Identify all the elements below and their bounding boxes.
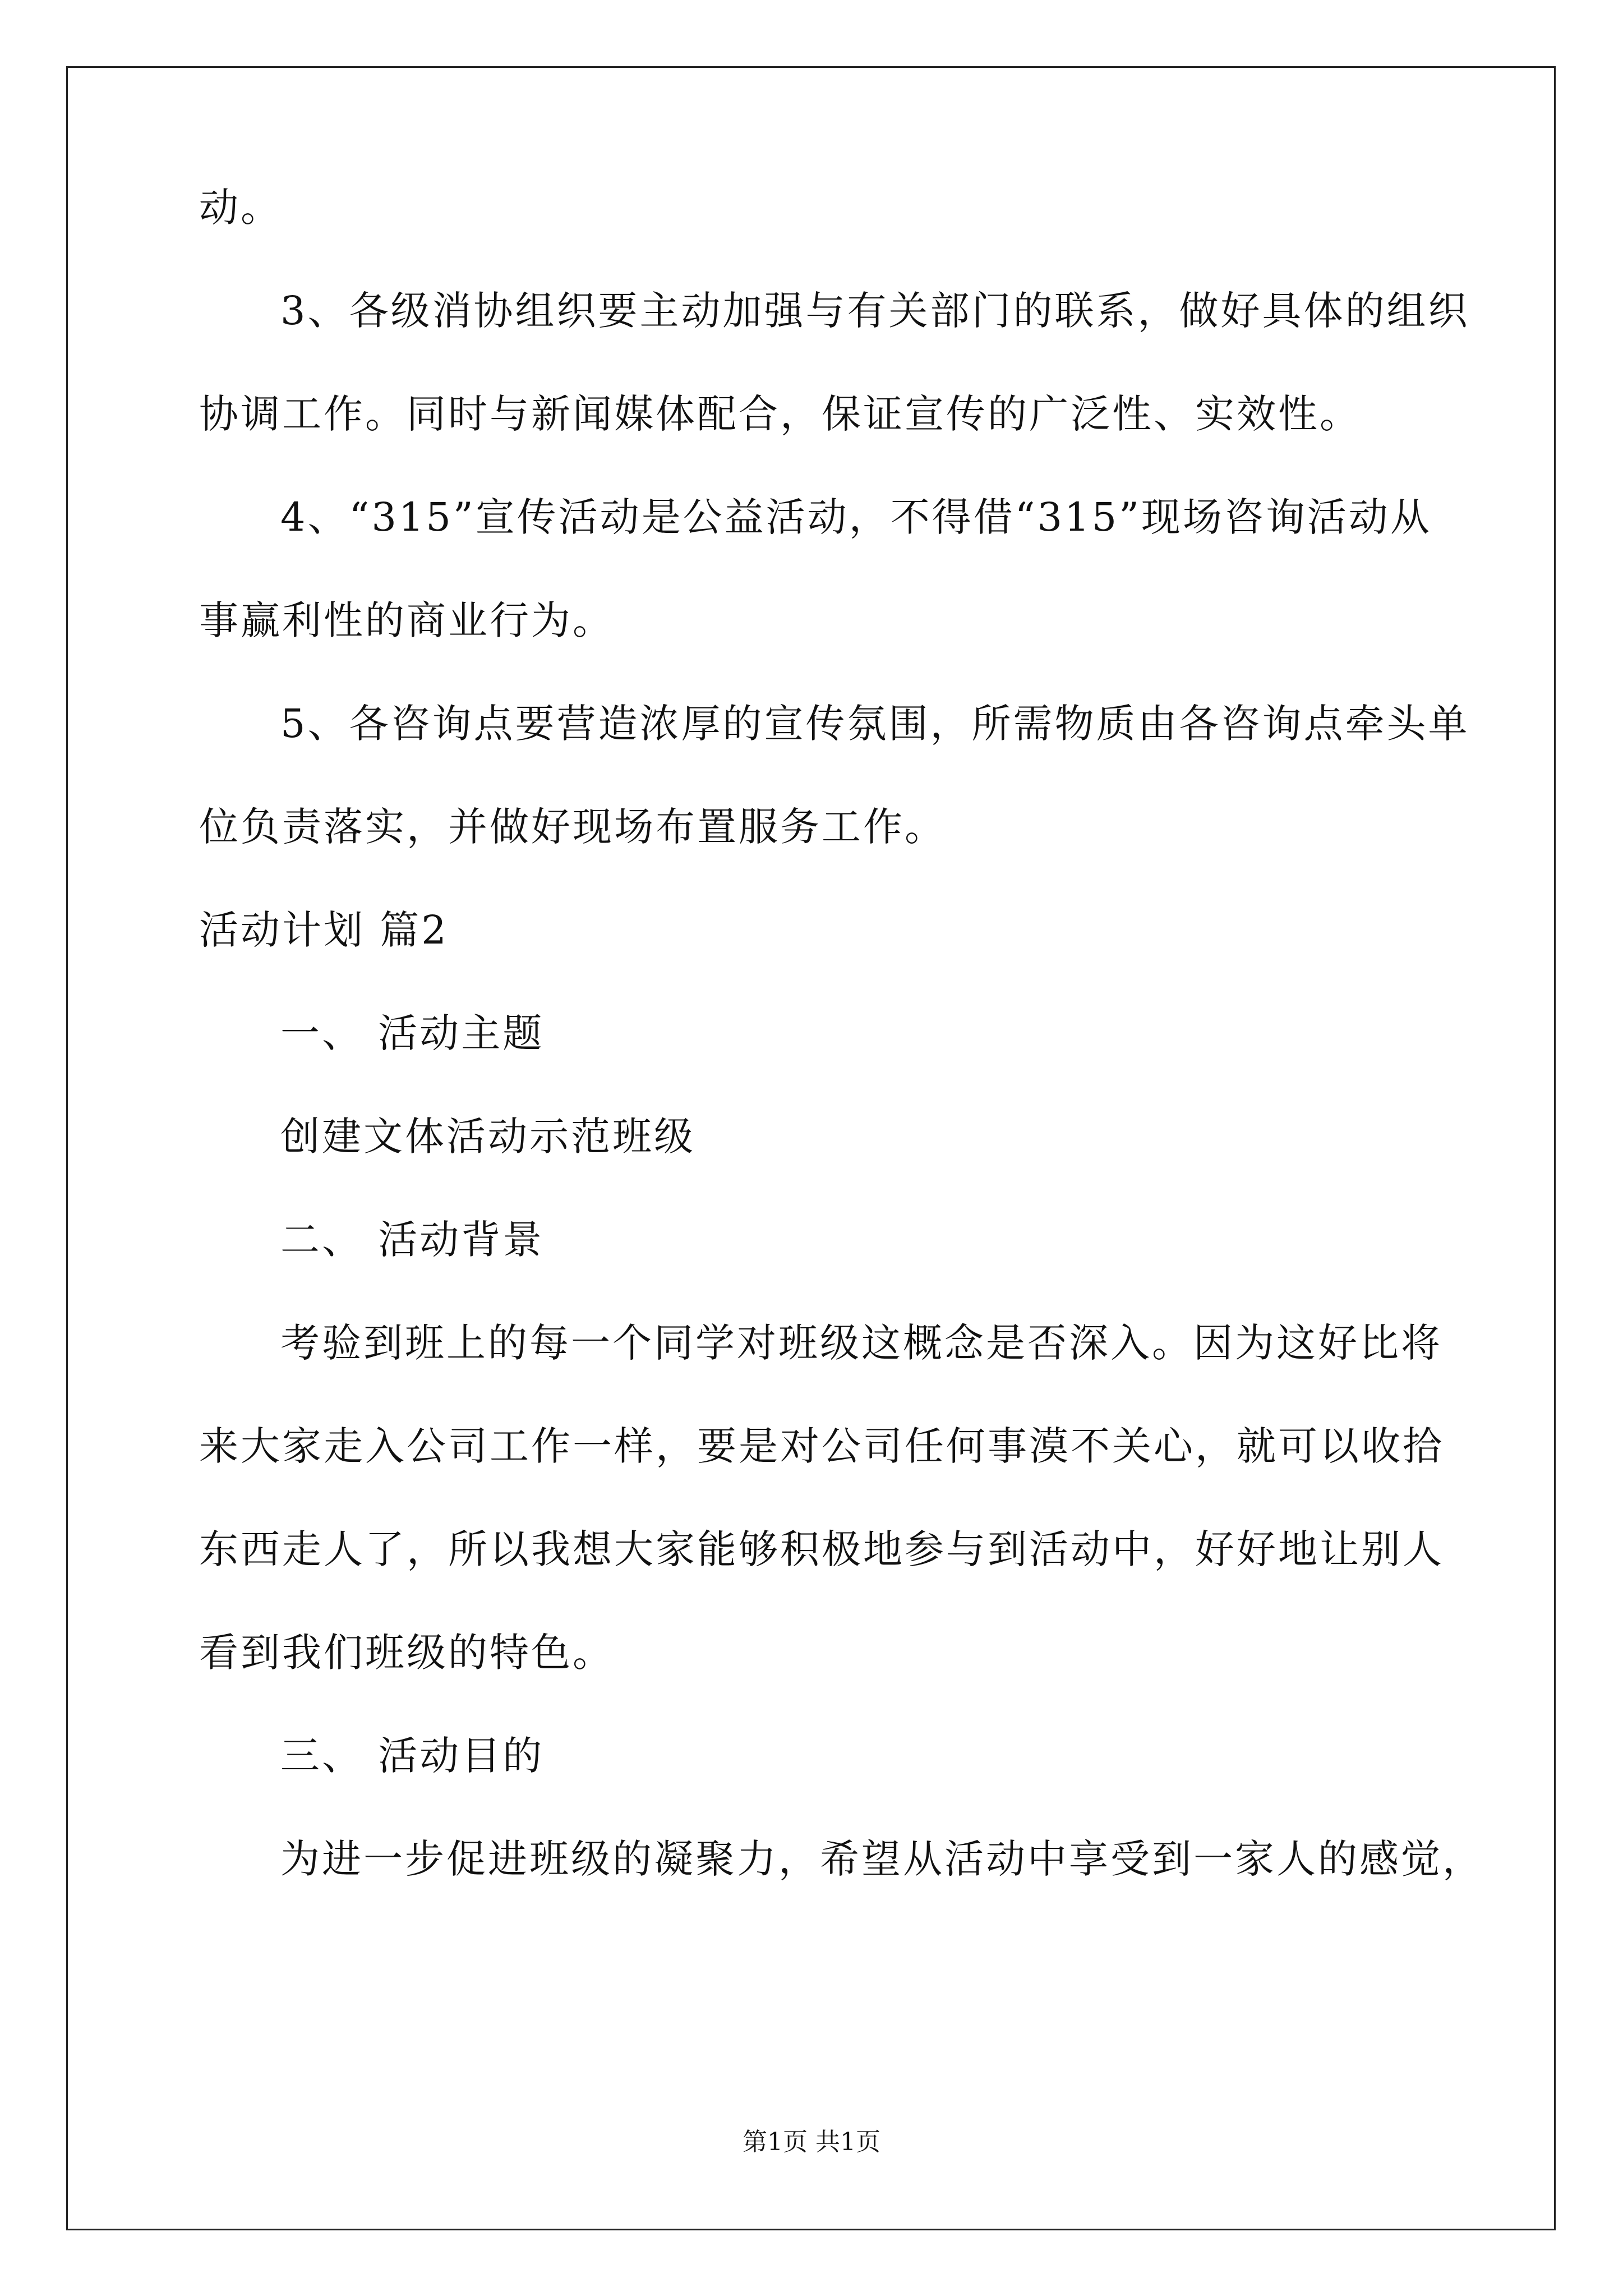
text-line: 位负责落实，并做好现场布置服务工作。: [199, 804, 946, 850]
text-line: 事赢利性的商业行为。: [199, 597, 614, 643]
text-line: 东西走人了，所以我想大家能够积极地参与到活动中，好好地让别人: [199, 1526, 1444, 1572]
sub-heading: 三、 活动目的: [280, 1733, 545, 1779]
text-line: 4、“315”宣传活动是公益活动，不得借“315”现场咨询活动从: [280, 494, 1432, 540]
text-line: 3、各级消协组织要主动加强与有关部门的联系，做好具体的组织: [280, 288, 1470, 334]
text-line: 协调工作。同时与新闻媒体配合，保证宣传的广泛性、实效性。: [199, 391, 1361, 437]
section-heading: 活动计划 篇2: [199, 907, 449, 953]
sub-heading: 二、 活动背景: [280, 1217, 545, 1263]
page-footer: 第1页 共1页: [743, 2128, 880, 2156]
text-line: 5、各咨询点要营造浓厚的宣传氛围，所需物质由各咨询点牵头单: [280, 701, 1470, 747]
text-line: 来大家走入公司工作一样，要是对公司任何事漠不关心，就可以收拾: [199, 1423, 1444, 1469]
text-line: 为进一步促进班级的凝聚力，希望从活动中享受到一家人的感觉，: [280, 1836, 1484, 1882]
text-line: 考验到班上的每一个同学对班级这概念是否深入。因为这好比将: [280, 1320, 1442, 1366]
text-line: 看到我们班级的特色。: [199, 1630, 614, 1676]
text-line: 动。: [199, 185, 282, 231]
sub-heading: 一、 活动主题: [280, 1010, 545, 1056]
text-line: 创建文体活动示范班级: [280, 1114, 695, 1159]
